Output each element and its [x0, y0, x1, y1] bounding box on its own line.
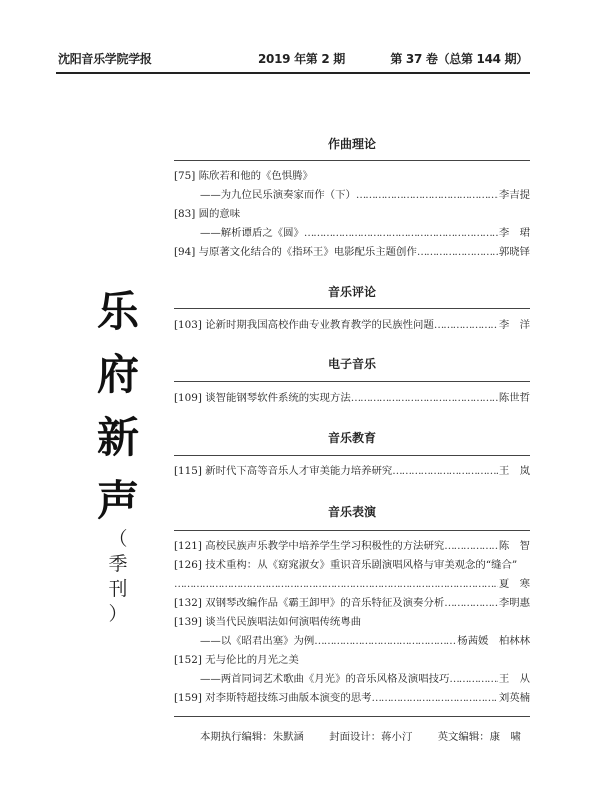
- toc-entry[interactable]: [174, 690, 530, 707]
- title-char: 声: [96, 476, 139, 525]
- section-divider: [174, 455, 530, 456]
- entry-author: 夏 寒: [498, 578, 530, 590]
- leader-dots: [304, 225, 498, 242]
- section-heading: 音乐表演: [327, 505, 376, 519]
- subtitle-char: 刊: [108, 578, 128, 600]
- entry-author: 王 从: [498, 673, 530, 685]
- entry-title: [121] 高校民族声乐教学中培养学生学习积极性的方法研究: [174, 540, 445, 552]
- toc-entry[interactable]: [174, 652, 530, 669]
- vertical-subtitle: [102, 527, 134, 627]
- toc-entry[interactable]: [174, 633, 530, 650]
- cover-designer: 封面设计：蒋小汀: [329, 731, 413, 743]
- leader-dots: [314, 633, 456, 650]
- entry-title: ——两首同词艺术歌曲《月光》的音乐风格及演唱技巧: [200, 673, 450, 685]
- section-divider: [174, 308, 530, 309]
- section-heading: 电子音乐: [327, 357, 376, 371]
- issue-label: 2019 年第 2 期: [258, 52, 345, 66]
- english-editor: 英文编辑：康 啸: [437, 731, 521, 743]
- section-heading: 音乐教育: [327, 431, 376, 445]
- leader-dots: [417, 244, 498, 261]
- entry-author: 郭晓铎: [498, 246, 530, 258]
- entry-title: [152] 无与伦比的月光之美: [174, 654, 299, 666]
- toc-entry[interactable]: [174, 244, 530, 261]
- entry-title: [103] 论新时期我国高校作曲专业教育教学的民族性问题: [174, 319, 434, 331]
- leader-dots: [356, 187, 498, 204]
- leader-dots: [444, 538, 498, 555]
- title-char: 新: [96, 413, 139, 462]
- entry-title: [94] 与原著文化结合的《指环王》电影配乐主题创作: [174, 246, 417, 258]
- toc-entry[interactable]: [174, 576, 530, 593]
- entry-title: [159] 对李斯特超技练习曲版本演变的思考: [174, 692, 372, 704]
- entry-author: 陈世哲: [498, 392, 530, 404]
- section-divider: [174, 381, 530, 382]
- title-char: 乐: [96, 287, 139, 336]
- entry-author: 刘英楠: [498, 692, 530, 704]
- toc-entry[interactable]: [174, 390, 530, 407]
- executive-editor: 本期执行编辑：朱默涵: [200, 731, 304, 743]
- entry-author: 杨茜媛 柏林林: [457, 635, 530, 647]
- subtitle-char: ）: [108, 603, 128, 625]
- toc-entry[interactable]: [174, 557, 530, 574]
- volume-label: 第 37 卷（总第 144 期）: [390, 52, 528, 66]
- entry-title: [75] 陈欣若和他的《色惧腾》: [174, 170, 313, 182]
- entry-title: [139] 谈当代民族唱法如何演唱传统粤曲: [174, 616, 362, 628]
- subtitle-char: 季: [108, 553, 128, 575]
- section-heading: 作曲理论: [327, 137, 376, 151]
- vertical-title: [88, 280, 148, 532]
- leader-dots: [449, 671, 497, 688]
- section-heading: 音乐评论: [327, 285, 376, 299]
- leader-dots: [351, 390, 498, 407]
- toc-entry[interactable]: [174, 595, 530, 612]
- journal-header: [58, 50, 528, 68]
- entry-author: 李 洋: [498, 319, 530, 331]
- entry-title: [115] 新时代下高等音乐人才审美能力培养研究: [174, 465, 393, 477]
- entry-author: 陈 智: [498, 540, 530, 552]
- journal-name: 沈阳音乐学院学报: [58, 52, 152, 66]
- toc-entry[interactable]: [174, 206, 530, 223]
- toc-entry[interactable]: [174, 225, 530, 242]
- entry-title: [132] 双钢琴改编作品《霸王卸甲》的音乐特征及演奏分析: [174, 597, 445, 609]
- entry-author: 王 岚: [498, 465, 530, 477]
- leader-dots: [444, 595, 498, 612]
- toc-entry[interactable]: [174, 187, 530, 204]
- entry-author: 李 珺: [498, 227, 530, 239]
- entry-title: ——解析谭盾之《圆》: [200, 227, 304, 239]
- footer-divider: [174, 716, 530, 717]
- entry-author: 李明惠: [498, 597, 530, 609]
- entry-title: ——为九位民乐演奏家而作（下）: [200, 189, 356, 201]
- entry-title: ——以《昭君出塞》为例: [200, 635, 315, 647]
- entry-author: 李吉提: [498, 189, 530, 201]
- entry-title: [126] 技术重构：从《窈窕淑女》重识音乐剧演唱风格与审美观念的“缝合”: [174, 559, 518, 571]
- leader-dots: [434, 317, 498, 334]
- toc-entry[interactable]: [174, 463, 530, 480]
- toc-entry[interactable]: [174, 317, 530, 334]
- subtitle-char: （: [108, 528, 128, 550]
- leader-dots: [392, 463, 498, 480]
- title-char: 府: [96, 350, 139, 399]
- toc-entry[interactable]: [174, 671, 530, 688]
- toc-entry[interactable]: [174, 538, 530, 555]
- toc-entry[interactable]: [174, 614, 530, 631]
- entry-title: [83] 圆的意味: [174, 208, 241, 220]
- toc-entry[interactable]: [174, 168, 530, 185]
- section-divider: [174, 160, 530, 161]
- section-divider: [174, 530, 530, 531]
- leader-dots: [372, 690, 498, 707]
- leader-dots: [174, 576, 498, 593]
- entry-title: [109] 谈智能钢琴软件系统的实现方法: [174, 392, 351, 404]
- header-divider: [56, 72, 530, 74]
- credits-footer: [174, 728, 530, 743]
